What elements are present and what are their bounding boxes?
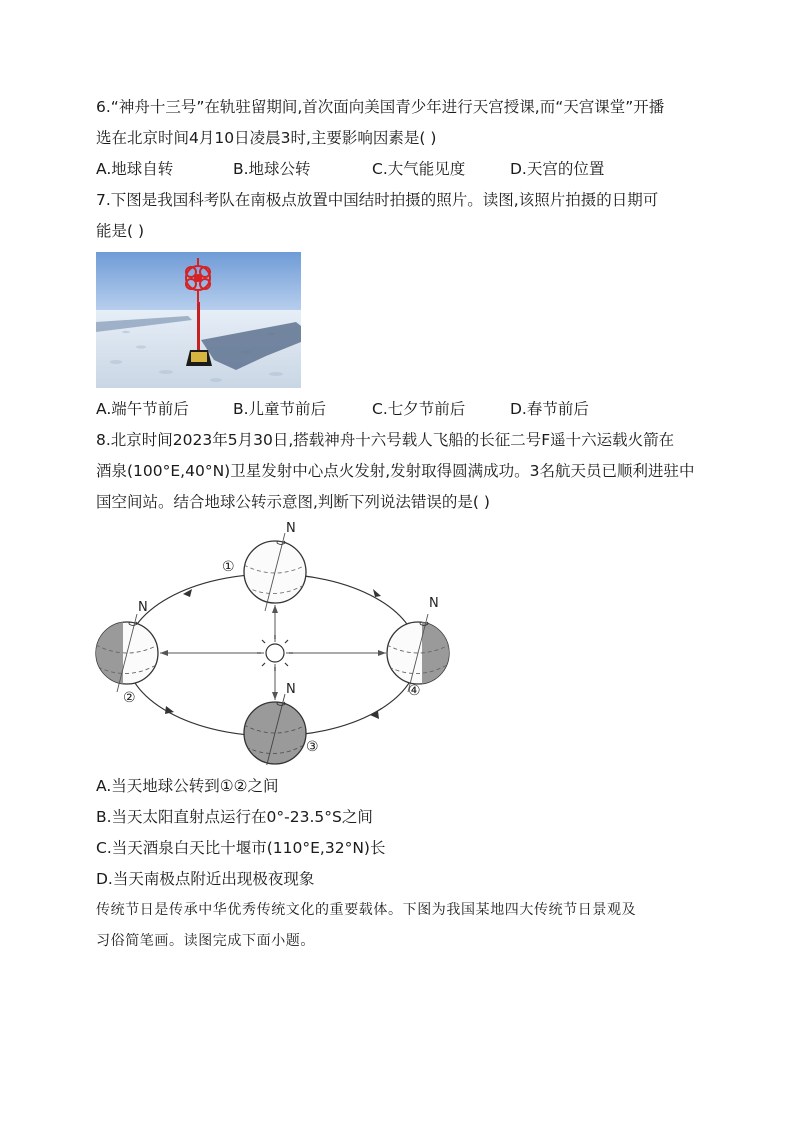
q8-option-d: D.当天南极点附近出现极夜现象	[96, 870, 315, 888]
q6-option-d: D.天宫的位置	[510, 160, 605, 178]
q6-option-b: B.地球公转	[233, 160, 311, 178]
q8-stem-line1: 8.北京时间2023年5月30日,搭载神舟十六号载人飞船的长征二号F遥十六运载火箭在	[96, 431, 675, 449]
position-label-4: ④	[408, 683, 421, 699]
q6-option-a: A.地球自转	[96, 160, 174, 178]
earth-position-3	[244, 694, 306, 765]
earth-position-1	[244, 533, 306, 611]
position-label-3: ③	[306, 739, 319, 755]
position-label-2: ②	[123, 690, 136, 706]
passage-line1: 传统节日是传承中华优秀传统文化的重要载体。下图为我国某地四大传统节日景观及	[96, 902, 637, 918]
earth-position-2	[96, 614, 158, 695]
north-label-4: N	[429, 596, 439, 611]
q7-option-d: D.春节前后	[510, 400, 589, 418]
q6-option-c: C.大气能见度	[372, 160, 466, 178]
q8-option-b: B.当天太阳直射点运行在0°-23.5°S之间	[96, 808, 373, 826]
q7-stem-line1: 7.下图是我国科考队在南极点放置中国结时拍摄的照片。读图,该照片拍摄的日期可	[96, 191, 659, 209]
q8-option-c: C.当天酒泉白天比十堰市(110°E,32°N)长	[96, 839, 386, 857]
q6-stem-line1: 6.“神舟十三号”在轨驻留期间,首次面向美国青少年进行天宫授课,而“天宫课堂”开播	[96, 98, 665, 116]
north-label-1: N	[286, 521, 296, 536]
q7-stem-line2: 能是( )	[96, 222, 145, 240]
q7-option-a: A.端午节前后	[96, 400, 189, 418]
earth-revolution-diagram	[88, 515, 458, 765]
q7-option-b: B.儿童节前后	[233, 400, 327, 418]
q8-stem-line3: 国空间站。结合地球公转示意图,判断下列说法错误的是( )	[96, 493, 490, 511]
south-pole-photo	[96, 252, 301, 388]
passage-line2: 习俗简笔画。读图完成下面小题。	[96, 933, 315, 949]
q6-stem-line2: 选在北京时间4月10日凌晨3时,主要影响因素是( )	[96, 129, 437, 147]
q7-option-c: C.七夕节前后	[372, 400, 466, 418]
q8-stem-line2: 酒泉(100°E,40°N)卫星发射中心点火发射,发射取得圆满成功。3名航天员已顺利进驻中	[96, 462, 695, 480]
north-label-2: N	[138, 600, 148, 615]
q8-option-a: A.当天地球公转到①②之间	[96, 777, 279, 795]
north-label-3: N	[286, 682, 296, 697]
position-label-1: ①	[222, 559, 235, 575]
